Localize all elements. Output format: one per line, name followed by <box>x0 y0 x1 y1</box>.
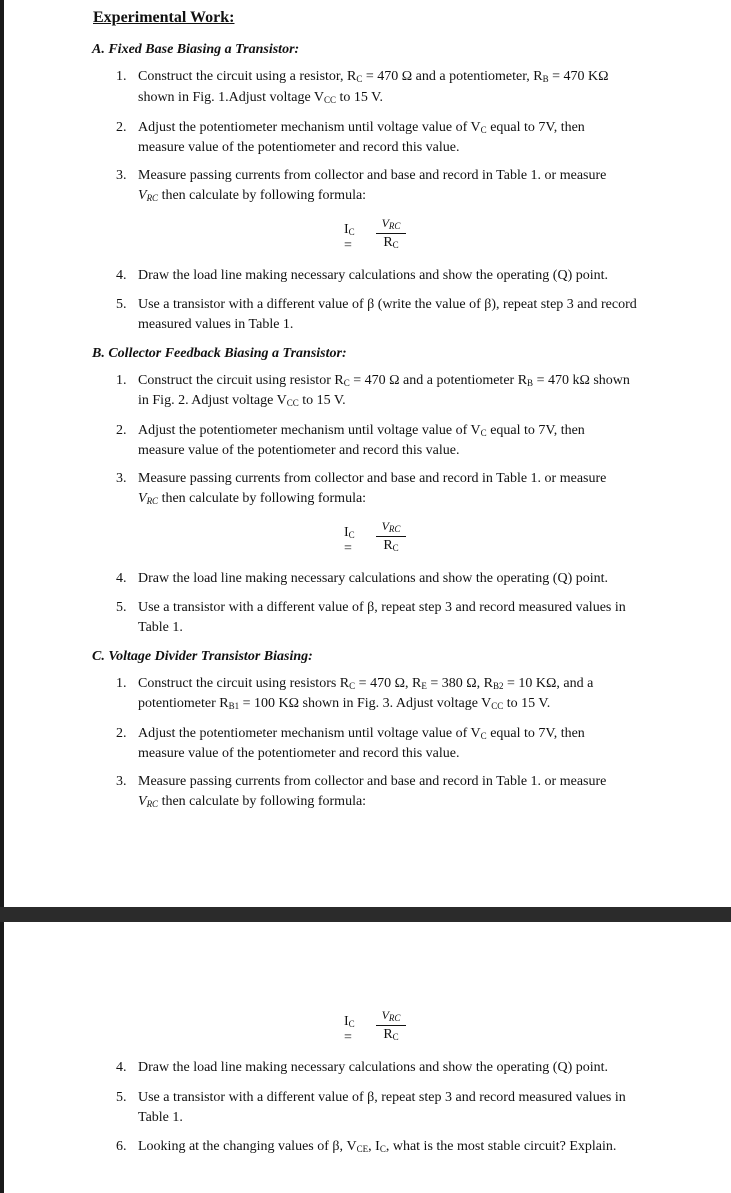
b-item-2-line2: measure value of the potentiometer and record this value. <box>138 443 460 458</box>
p2-item-4-line1: Draw the load line making necessary calculations and show the operating (Q) point. <box>138 1060 609 1075</box>
section-a-heading: A. Fixed Base Biasing a Transistor: <box>92 42 300 57</box>
b-item-1-line1: Construct the circuit using resistor $R_C = 470$ Ω and a potentiometer $R_B = 470$ kΩ shown <box>138 373 630 388</box>
a-item-5-num: 5. <box>116 297 127 312</box>
b-item-3-line1: Measure passing currents from collector and base and record in Table 1. or measure <box>138 471 607 486</box>
document-page-2: $I_C$ = $V_{RC}$ $R_C$ 4. Draw the load line making necessary calculations and show the operating (Q) point. 5. Use a transistor with a different value of β, repeat step 3 and record measured values in Table 1. 6. Looking at the changing values of β, $V_{CE}$, $I_C$, what is the most stable circuit? Explain. <box>4 922 731 1193</box>
p2-item-6-num: 6. <box>116 1139 127 1154</box>
c-item-1-line2: potentiometer $R_{B1} = 100$ KΩ shown in Fig. 3. Adjust voltage $V_{CC}$ to 15 V. <box>138 696 551 711</box>
b-item-5-line1: Use a transistor with a different value of β, repeat step 3 and record measured values in <box>138 600 626 615</box>
b-item-1-line2: in Fig. 2. Adjust voltage $V_{CC}$ to 15 V. <box>138 393 346 408</box>
b-item-3-line2: $V_{RC}$ then calculate by following formula: <box>138 491 367 506</box>
p2-item-4-num: 4. <box>116 1060 127 1075</box>
document-page-1: Experimental Work: A. Fixed Base Biasing a Transistor: 1. Construct the circuit using a resistor, $R_C = 470$ Ω and a potentiometer, $R_B = 470$ KΩ shown in Fig. 1.Adjust voltage $V_{CC}$ to 15 V. 2. Adjust the potentiometer mechanism until voltage value of $V_C$ equal to 7V, then measure value of the potentiometer and record this value. 3. Measure passing currents from collector and base and record in Table 1. or measure $V_{RC}$ then calculate by following formula: $I_C$ = $V_{RC}$ $R_C$ 4. Draw the load line making necessary calculations and show the operating (Q) point. 5. Use a transistor with a different value of β (write the value of β), repeat step 3 and record measured values in Table 1. B. Collector Feedback Biasing a Transistor: 1. Construct the circuit using resistor $R_C = 470$ Ω and a potentiometer $R_B = 470$ kΩ shown in Fig. 2. Adjust voltage $V_{CC}$ to 15 V. 2. Adjust the potentiometer mechanism until voltage value of $V_C$ equal to 7V, then measure value of the potentiometer and record this value. 3. Measure passing currents from collector and base and record in Table 1. or measure $V_{RC}$ then calculate by following formula: $I_C$ = $V_{RC}$ $R_C$ 4. Draw the load line making necessary calculations and show the operating (Q) point. 5. Use a transistor with a different value of β, repeat step 3 and record measured values in Table 1. C. Voltage Divider Transistor Biasing: 1. Construct the circuit using resistors $R_C = 470$ Ω, $R_E = 380$ Ω, $R_{B2} = 10$ KΩ, and a potentiometer $R_{B1} = 100$ KΩ shown in Fig. 3. Adjust voltage $V_{CC}$ to 15 V. 2. Adjust the potentiometer mechanism until voltage value of $V_C$ equal to 7V, then measure value of the potentiometer and record this value. 3. Measure passing currents from collector and base and record in Table 1. or measure $V_{RC}$ then calculate by following formula: <box>4 0 731 907</box>
b-item-5-line2: Table 1. <box>138 620 183 635</box>
a-item-3-line1: Measure passing currents from collector and base and record in Table 1. or measure <box>138 168 607 183</box>
section-b-heading: B. Collector Feedback Biasing a Transistor: <box>92 346 347 361</box>
a-item-5-line1: Use a transistor with a different value of β (write the value of β), repeat step 3 and record <box>138 297 637 312</box>
b-item-4-line1: Draw the load line making necessary calculations and show the operating (Q) point. <box>138 571 609 586</box>
c-item-3-line1: Measure passing currents from collector and base and record in Table 1. or measure <box>138 774 607 789</box>
b-item-2-line1: Adjust the potentiometer mechanism until voltage value of $V_C$ equal to 7V, then <box>138 423 585 438</box>
page-title: Experimental Work: <box>93 9 235 26</box>
c-item-2-line2: measure value of the potentiometer and record this value. <box>138 746 460 761</box>
a-item-4-line1: Draw the load line making necessary calculations and show the operating (Q) point. <box>138 268 609 283</box>
b-item-3-num: 3. <box>116 471 127 486</box>
p2-item-5-line1: Use a transistor with a different value of β, repeat step 3 and record measured values in <box>138 1090 626 1105</box>
a-item-3-num: 3. <box>116 168 127 183</box>
p2-item-5-num: 5. <box>116 1090 127 1105</box>
b-item-2-num: 2. <box>116 423 127 438</box>
p2-item-6-line1: Looking at the changing values of β, $V_{CE}$, $I_C$, what is the most stable circuit? Explain. <box>138 1139 617 1154</box>
b-item-5-num: 5. <box>116 600 127 615</box>
a-item-2-num: 2. <box>116 120 127 135</box>
c-item-2-line1: Adjust the potentiometer mechanism until voltage value of $V_C$ equal to 7V, then <box>138 726 585 741</box>
b-item-1-num: 1. <box>116 373 127 388</box>
a-item-2-line2: measure value of the potentiometer and record this value. <box>138 140 460 155</box>
a-item-3-line2: $V_{RC}$ then calculate by following formula: <box>138 188 367 203</box>
a-item-1-line2: shown in Fig. 1.Adjust voltage $V_{CC}$ to 15 V. <box>138 90 383 105</box>
a-item-1-num: 1. <box>116 69 127 84</box>
c-item-1-num: 1. <box>116 676 127 691</box>
a-item-5-line2: measured values in Table 1. <box>138 317 294 332</box>
p2-item-5-line2: Table 1. <box>138 1110 183 1125</box>
c-item-2-num: 2. <box>116 726 127 741</box>
c-item-1-line1: Construct the circuit using resistors $R_C = 470$ Ω, $R_E = 380$ Ω, $R_{B2} = 10$ KΩ, and a <box>138 676 594 691</box>
c-item-3-line2: $V_{RC}$ then calculate by following formula: <box>138 794 367 809</box>
a-item-1-line1: Construct the circuit using a resistor, $R_C = 470$ Ω and a potentiometer, $R_B = 470$ KΩ <box>138 69 609 84</box>
a-item-4-num: 4. <box>116 268 127 283</box>
a-item-2-line1: Adjust the potentiometer mechanism until voltage value of $V_C$ equal to 7V, then <box>138 120 585 135</box>
section-c-heading: C. Voltage Divider Transistor Biasing: <box>92 649 313 664</box>
page-break-bar <box>0 907 731 922</box>
c-item-3-num: 3. <box>116 774 127 789</box>
b-item-4-num: 4. <box>116 571 127 586</box>
